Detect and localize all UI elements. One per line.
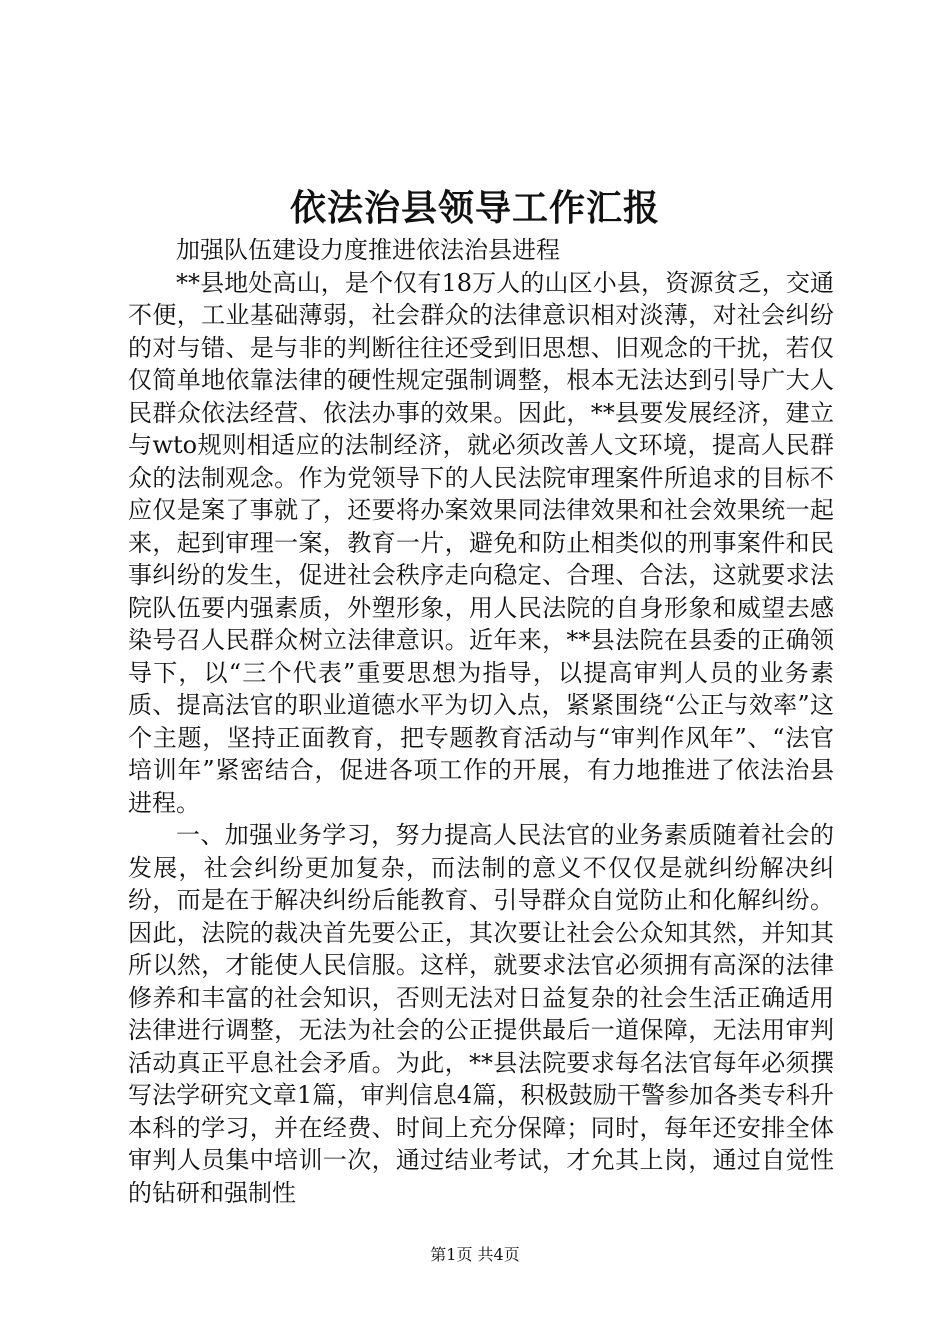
page-number-footer: 第1页 共4页 xyxy=(430,1245,520,1264)
subtitle-paragraph: 加强队伍建设力度推进依法治县进程 xyxy=(176,236,560,264)
body-paragraph: 一、加强业务学习，努力提高人民法官的业务素质随着社会的发展，社会纠纷更加复杂，而法制的意义不仅仅是就纠纷解决纠纷，而是在于解决纠纷后能教育、引导群众自觉防止和化解纠纷。因此，法院的裁决首先要公正，其次要让社会公众知其然，并知其所以然，才能使人民信服。这样，就要求法官必须拥有高深的法律修养和丰富的社会知识，否则无法对日益复杂的社会生活正确适用法律进行调整，无法为社会的公正提供最后一道保障，无法用审判活动真正平息社会矛盾。为此，**县法院要求每名法官每年必须撰写法学研究文章1篇，审判信息4篇，积极鼓励干警参加各类专科升本科的学习，并在经费、时间上充分保障；同时，每年还安排全体审判人员集中培训一次，通过结业考试，才允其上岗，通过自觉性的钻研和强制性 xyxy=(128,821,834,1207)
document-body xyxy=(128,234,834,1209)
document-title: 依法治县领导工作汇报 xyxy=(289,187,660,229)
body-paragraph: **县地处高山，是个仅有18万人的山区小县，资源贫乏，交通不便，工业基础薄弱，社会群众的法律意识相对淡薄，对社会纠纷的对与错、是与非的判断往往还受到旧思想、旧观念的干扰，若仅仅简单地依靠法律的硬性规定强制调整，根本无法达到引导广大人民群众依法经营、依法办事的效果。因此，**县要发展经济，建立与wto规则相适应的法制经济，就必须改善人文环境，提高人民群众的法制观念。作为党领导下的人民法院审理案件所追求的目标不应仅是案了事就了，还要将办案效果同法律效果和社会效果统一起来，起到审理一案，教育一片，避免和防止相类似的刑事案件和民事纠纷的发生，促进社会秩序走向稳定、合理、合法，这就要求法院队伍要内强素质，外塑形象，用人民法院的自身形象和威望去感染号召人民群众树立法律意识。近年来，**县法院在县委的正确领导下，以“三个代表”重要思想为指导，以提高审判人员的业务素质、提高法官的职业道德水平为切入点，紧紧围绕“公正与效率”这个主题，坚持正面教育，把专题教育活动与“审判作风年”、“法官培训年”紧密结合，促进各项工作的开展，有力地推进了依法治县进程。 xyxy=(128,268,834,817)
